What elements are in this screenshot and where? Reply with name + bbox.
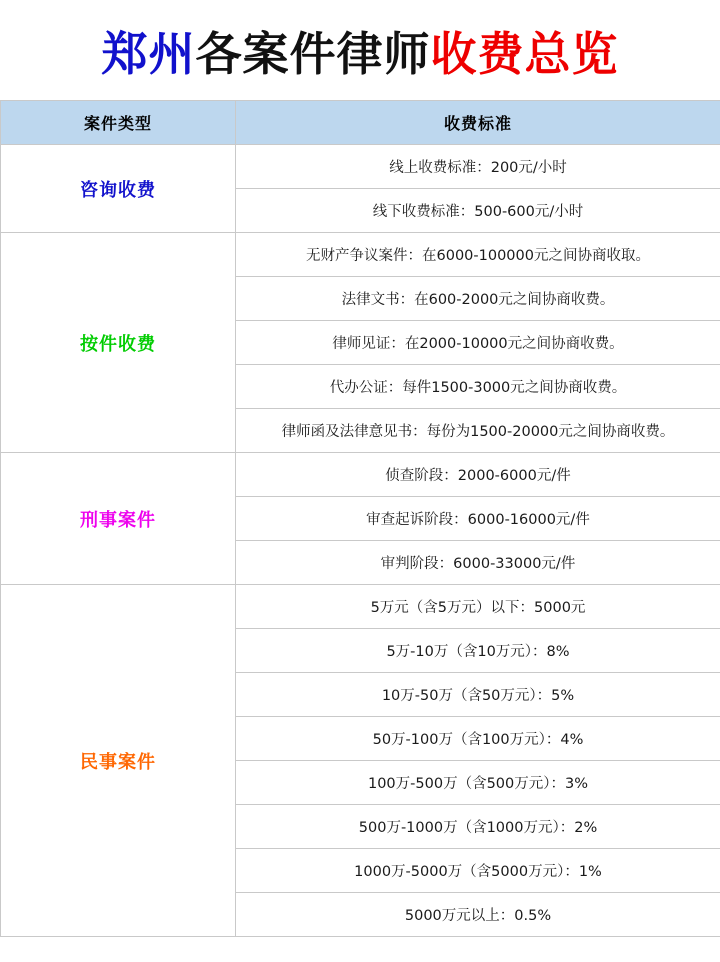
page-title	[0, 0, 720, 100]
column-header-fee-standard: 收费标准	[236, 101, 720, 145]
fee-standard-cell: 500万-1000万（含1000万元）：2%	[236, 805, 720, 849]
column-header-case-type: 案件类型	[1, 101, 236, 145]
fee-standard-cell: 5000万元以上：0.5%	[236, 893, 720, 937]
fee-standard-cell: 线下收费标准：500-600元/小时	[236, 189, 720, 233]
fee-standard-cell: 审判阶段：6000-33000元/件	[236, 541, 720, 585]
page-title-city: 郑州	[101, 27, 196, 81]
table-row	[1, 585, 720, 629]
table-body	[1, 145, 720, 937]
fee-standard-cell: 审查起诉阶段：6000-16000元/件	[236, 497, 720, 541]
fee-standard-cell: 100万-500万（含500万元）：3%	[236, 761, 720, 805]
page-title-middle: 各案件律师	[195, 27, 431, 81]
fee-standard-cell: 5万元（含5万元）以下：5000元	[236, 585, 720, 629]
fee-standard-cell: 线上收费标准：200元/小时	[236, 145, 720, 189]
fee-standard-cell: 法律文书：在600-2000元之间协商收费。	[236, 277, 720, 321]
table-header-row	[1, 101, 720, 145]
case-type-cell: 咨询收费	[1, 145, 236, 233]
fee-standard-cell: 1000万-5000万（含5000万元）：1%	[236, 849, 720, 893]
table-row	[1, 145, 720, 189]
table-head	[1, 101, 720, 145]
page-title-suffix: 收费总览	[430, 27, 619, 81]
fee-standard-cell: 代办公证：每件1500-3000元之间协商收费。	[236, 365, 720, 409]
case-type-cell: 刑事案件	[1, 453, 236, 585]
table-row	[1, 233, 720, 277]
fee-standard-cell: 10万-50万（含50万元）：5%	[236, 673, 720, 717]
fee-standard-cell: 律师函及法律意见书：每份为1500-20000元之间协商收费。	[236, 409, 720, 453]
case-type-cell: 民事案件	[1, 585, 236, 937]
fee-table	[0, 100, 720, 937]
fee-standard-cell: 5万-10万（含10万元）：8%	[236, 629, 720, 673]
table-row	[1, 453, 720, 497]
fee-standard-cell: 侦查阶段：2000-6000元/件	[236, 453, 720, 497]
case-type-cell: 按件收费	[1, 233, 236, 453]
fee-standard-cell: 无财产争议案件：在6000-100000元之间协商收取。	[236, 233, 720, 277]
fee-standard-cell: 律师见证：在2000-10000元之间协商收费。	[236, 321, 720, 365]
fee-standard-cell: 50万-100万（含100万元）：4%	[236, 717, 720, 761]
